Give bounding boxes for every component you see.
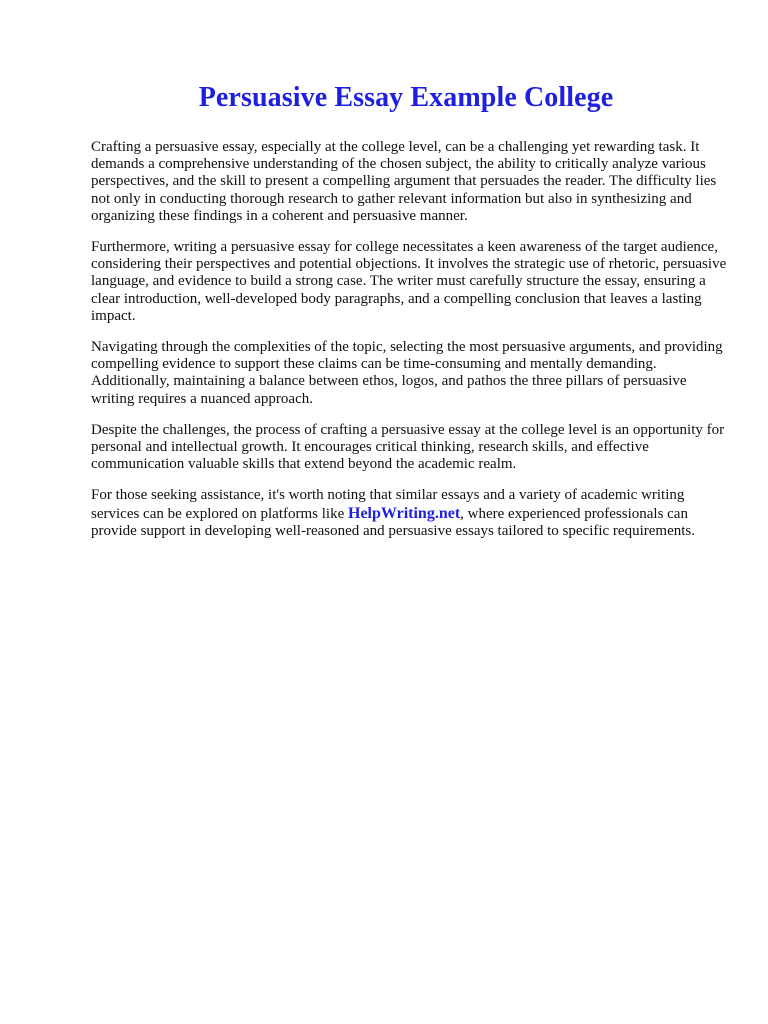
paragraph-5 [91,487,731,540]
paragraph-3: Navigating through the complexities of the topic, selecting the most persuasive arguments, and providing compelling evidence to support these claims can be time-consuming and mentally demanding. Additionally, maintaining a balance between ethos, logos, and pathos the three pillars of persuasive writing requires a nuanced approach. [91,339,723,407]
page-title: Persuasive Essay Example College [198,82,614,113]
paragraph-5-after-link: , where experienced professionals can provide support in developing well-reasoned and persuasive essays tailored to specific requirements. [91,505,695,539]
paragraph-4: Despite the challenges, the process of crafting a persuasive essay at the college level is an opportunity for personal and intellectual growth. It encourages critical thinking, research skills, and effective communication valuable skills that extend beyond the academic realm. [91,421,725,473]
paragraph-5-before-link: For those seeking assistance, it's worth noting that similar essays and a variety of academic writing services can be explored on platforms like [91,487,685,522]
paragraph-1: Crafting a persuasive essay, especially at the college level, can be a challenging yet rewarding task. It demands a comprehensive understanding of the chosen subject, the ability to critically analyze various perspectives, and the skill to present a compelling argument that persuades the reader. The difficulty lies not only in conducting thorough research to gather relevant information but also in synthesizing and organizing these findings in a coherent and persuasive manner. [91,139,717,224]
helpwriting-link[interactable]: HelpWriting.net [348,504,461,522]
document-body [91,139,731,540]
paragraph-2: Furthermore, writing a persuasive essay for college necessitates a keen awareness of the target audience, considering their perspectives and potential objections. It involves the strategic use of rhetoric, persuasive language, and evidence to build a strong case. The writer must carefully structure the essay, ensuring a clear introduction, well-developed body paragraphs, and a compelling conclusion that leaves a lasting impact. [91,239,727,324]
